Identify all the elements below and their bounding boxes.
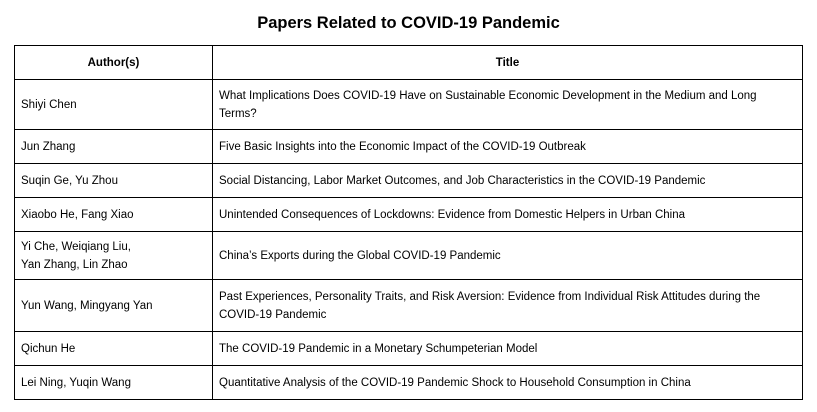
title-cell: What Implications Does COVID-19 Have on Sustainable Economic Development in the Medium and Long Terms? bbox=[213, 80, 803, 130]
table-row bbox=[15, 366, 803, 400]
authors-cell: Shiyi Chen bbox=[15, 80, 213, 130]
table-row bbox=[15, 130, 803, 164]
table-row bbox=[15, 332, 803, 366]
title-cell: Unintended Consequences of Lockdowns: Evidence from Domestic Helpers in Urban China bbox=[213, 198, 803, 232]
table-row bbox=[15, 80, 803, 130]
table-row bbox=[15, 164, 803, 198]
page-title: Papers Related to COVID-19 Pandemic bbox=[257, 14, 560, 32]
authors-cell bbox=[15, 232, 213, 280]
authors-cell: Qichun He bbox=[15, 332, 213, 366]
title-cell: Five Basic Insights into the Economic Impact of the COVID-19 Outbreak bbox=[213, 130, 803, 164]
table-row bbox=[15, 198, 803, 232]
authors-cell: Jun Zhang bbox=[15, 130, 213, 164]
authors-line: Yi Che, Weiqiang Liu, bbox=[21, 240, 131, 253]
title-cell: Quantitative Analysis of the COVID-19 Pandemic Shock to Household Consumption in China bbox=[213, 366, 803, 400]
authors-cell: Xiaobo He, Fang Xiao bbox=[15, 198, 213, 232]
title-cell: The COVID-19 Pandemic in a Monetary Schumpeterian Model bbox=[213, 332, 803, 366]
table-header-row bbox=[15, 46, 803, 80]
title-column-header: Title bbox=[213, 46, 803, 80]
papers-table bbox=[14, 45, 803, 400]
authors-column-header: Author(s) bbox=[15, 46, 213, 80]
table-row bbox=[15, 232, 803, 280]
authors-cell: Lei Ning, Yuqin Wang bbox=[15, 366, 213, 400]
title-cell: China’s Exports during the Global COVID-19 Pandemic bbox=[213, 232, 803, 280]
title-cell: Social Distancing, Labor Market Outcomes, and Job Characteristics in the COVID-19 Pandemic bbox=[213, 164, 803, 198]
authors-cell: Suqin Ge, Yu Zhou bbox=[15, 164, 213, 198]
title-cell: Past Experiences, Personality Traits, and Risk Aversion: Evidence from Individual Risk Attitudes during the COVID-19 Pandemic bbox=[213, 280, 803, 332]
authors-line: Yan Zhang, Lin Zhao bbox=[21, 258, 128, 271]
authors-cell: Yun Wang, Mingyang Yan bbox=[15, 280, 213, 332]
table-row bbox=[15, 280, 803, 332]
